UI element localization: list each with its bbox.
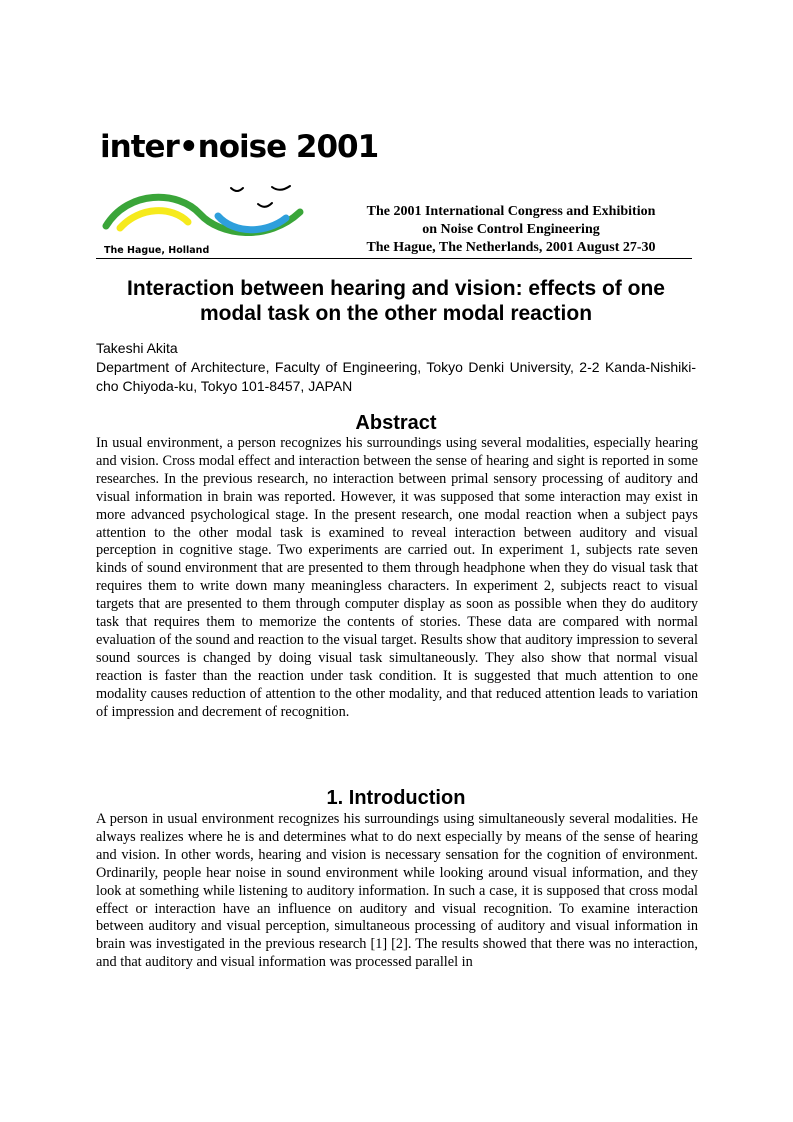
abstract-heading: Abstract — [355, 412, 437, 434]
logo-yellow-wave — [120, 211, 188, 228]
logo-blue-wave — [218, 216, 286, 230]
introduction-text: A person in usual environment recognizes his surroundings using simultaneously several modalities. He always realizes where he is and determines what to do next especially by means of the sense of hearing and vision. In other words, hearing and vision is necessary sensation for the cognition of environment. Ordinarily, people hear noise in sound environment while looking around visual information, and they look at something while listening to auditory information. In such a case, it is supposed that cross modal effect or interaction have an influence on auditory and visual recognition. To examine interaction between auditory and visual perception, simultaneous processing of auditory and visual information in brain was investigated in the previous research [1] [2]. The results showed that there was no interaction, and that auditory and visual information was processed parallel in — [96, 811, 698, 971]
conference-line: The Hague, The Netherlands, 2001 August 27-30 — [366, 240, 656, 255]
abstract-text: In usual environment, a person recognizes his surroundings using several modalities, especially hearing and vision. Cross modal effect and interaction between the sense of hearing and sight is reported in some researches. In the previous research, no interaction between primal sensory processing of auditory and visual information in brain was reported. However, it was supposed that some interaction may exist in more advanced psychological stage. In the present research, one modal reaction when a subject pays attention to the other modal task is examined to reveal interaction between auditory and visual perception in cognitive stage. Two experiments are carried out. In experiment 1, subjects rate seven kinds of sound environment that are presented to them through headphone when they do visual task that requires them to write down many meaningless characters. In experiment 2, subjects react to visual targets that are presented to them through computer display as soon as possible when they do auditory task that requires them to memorize the contents of stories. These data are compared with normal evaluation of the sound and reaction to the visual target. Results show that auditory impression to several sound sources is changed by doing visual task simultaneously. They also show that normal visual reaction is faster than the reaction under task condition. It is suggested that much attention to one modality causes reduction of attention to the other modality, and that reduced attention leads to variation of impression and decrement of recognition. — [96, 435, 698, 720]
author-name: Takeshi Akita — [96, 340, 178, 356]
logo-smile-3 — [258, 203, 272, 207]
internoise-logo — [100, 129, 379, 262]
logo-place-text: The Hague, Holland — [104, 245, 210, 256]
conference-line: on Noise Control Engineering — [422, 222, 600, 237]
logo-waves-graphic — [100, 178, 330, 248]
author-affiliation: Department of Architecture, Faculty of Engineering, Tokyo Denki University, 2-2 Kanda-Nishiki-cho Chiyoda-ku, Tokyo 101-8457, JAPAN — [96, 359, 696, 394]
conference-info — [330, 203, 692, 257]
logo-smile-1 — [231, 188, 243, 191]
conference-line: The 2001 International Congress and Exhibition — [366, 204, 656, 219]
header-divider — [96, 258, 692, 259]
paper-title: Interaction between hearing and vision: effects of one modal task on the other modal reaction — [127, 277, 665, 325]
introduction-heading: 1. Introduction — [326, 787, 466, 809]
logo-wordmark: inter•noise 2001 — [100, 129, 379, 165]
logo-smile-2 — [272, 186, 290, 190]
